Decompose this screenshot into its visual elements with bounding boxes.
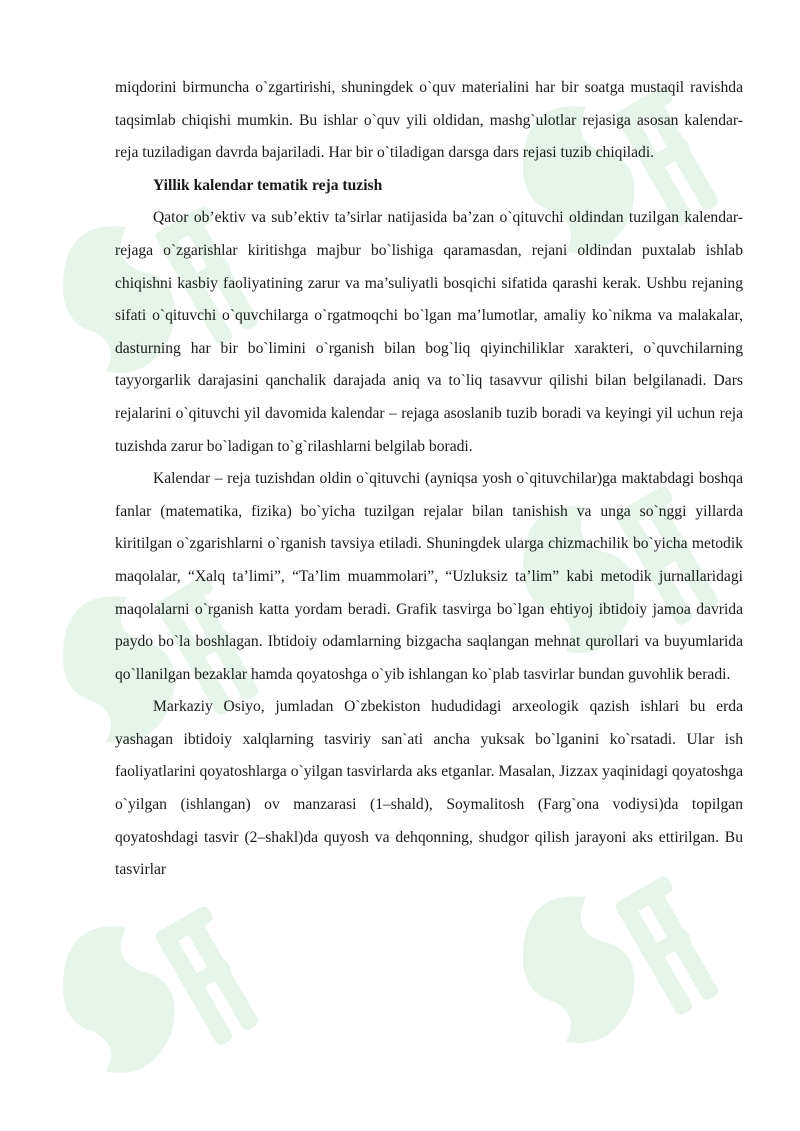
watermark-logo-icon [60, 850, 300, 1131]
watermark-logo-left-bottom [60, 850, 300, 1131]
paragraph-planning-quality: Qator ob’ektiv va sub’ektiv ta’sirlar natijasida ba’zan o`qituvchi oldindan tuzilgan kalendar-rejaga o`zgarishlar kiritishga majbur bo`lishiga qaramasdan, rejani oldindan puxtalab ishlab chiqishni kasbiy faoliyatining zarur va ma’suliyatli bosqichi sifatida qarashi kerak. Ushbu rejaning sifati o`qituvchi o`quvchilarga o`rgatmoqchi bo`lgan ma’lumotlar, amaliy ko`nikma va malakalar, dasturning har bir bo`limini o`rganish bilan bog`liq qiyinchiliklar xarakteri, o`quvchilarning tayyorgarlik darajasini qanchalik darajada aniq va to`liq tasavvur qilishi bilan belgilanadi. Dars rejalarini o`qituvchi yil davomida kalendar – rejaga asoslanib tuzib boradi va keyingi yil uchun reja tuzishda zarur bo`ladigan to`g`rilashlarni belgilab boradi. [115, 209, 743, 455]
paragraph-calendar-plan: Kalendar – reja tuzishdan oldin o`qituvchi (ayniqsa yosh o`qituvchilar)ga maktabdagi boshqa fanlar (matematika, fizika) bo`yicha tuzilgan rejalar bilan tanishish va unga so`nggi yillarda kiritilgan o`zgarishlarni o`rganish tavsiya etiladi. Shuningdek ularga chizmachilik bo`yicha metodik maqolalar, “Xalq ta’limi”, “Ta’lim muammolari”, “Uzluksiz ta’lim” kabi metodik jurnallaridagi maqolalarni o`rganish katta yordam beradi. Grafik tasvirga bo`lgan ehtiyoj ibtidoiy jamoa davrida paydo bo`la boshlagan. Ibtidoiy odamlarning bizgacha saqlangan mehnat qurollari va buyumlarida qo`llanilgan bezaklar hamda qoyatoshga o`yib ishlangan ko`plab tasvirlar bundan guvohlik beradi. [115, 470, 743, 683]
paragraph-continuation: miqdorini birmuncha o`zgartirishi, shuningdek o`quv materialini har bir soatga mustaqil ravishda taqsimlab chiqishi mumkin. Bu ishlar o`quv yili oldidan, mashg`ulotlar rejasiga asosan kalendar-reja tuziladigan davrda bajariladi. Har bir o`tiladigan darsga dars rejasi tuzib chiqiladi. [115, 79, 743, 162]
section-heading: Yillik kalendar tematik reja tuzish [153, 176, 383, 194]
document-body [115, 72, 743, 887]
paragraph-central-asia: Markaziy Osiyo, jumladan O`zbekiston hududidagi arxeologik qazish ishlari bu erda yashagan ibtidoiy xalqlarning tasviriy san`ati ancha yuksak bo`lganini ko`rsatadi. Ular ish faoliyatlarini qoyatoshlarga o`yilgan tasvirlarda aks etganlar. Masalan, Jizzax yaqinidagi qoyatoshga o`yilgan (ishlangan) ov manzarasi (1–shald), Soymalitosh (Farg`ona vodiysi)da topilgan qoyatoshdagi tasvir (2–shakl)da quyosh va dehqonning, shudgor qilish jarayoni aks ettirilgan. Bu tasvirlar [115, 698, 743, 879]
